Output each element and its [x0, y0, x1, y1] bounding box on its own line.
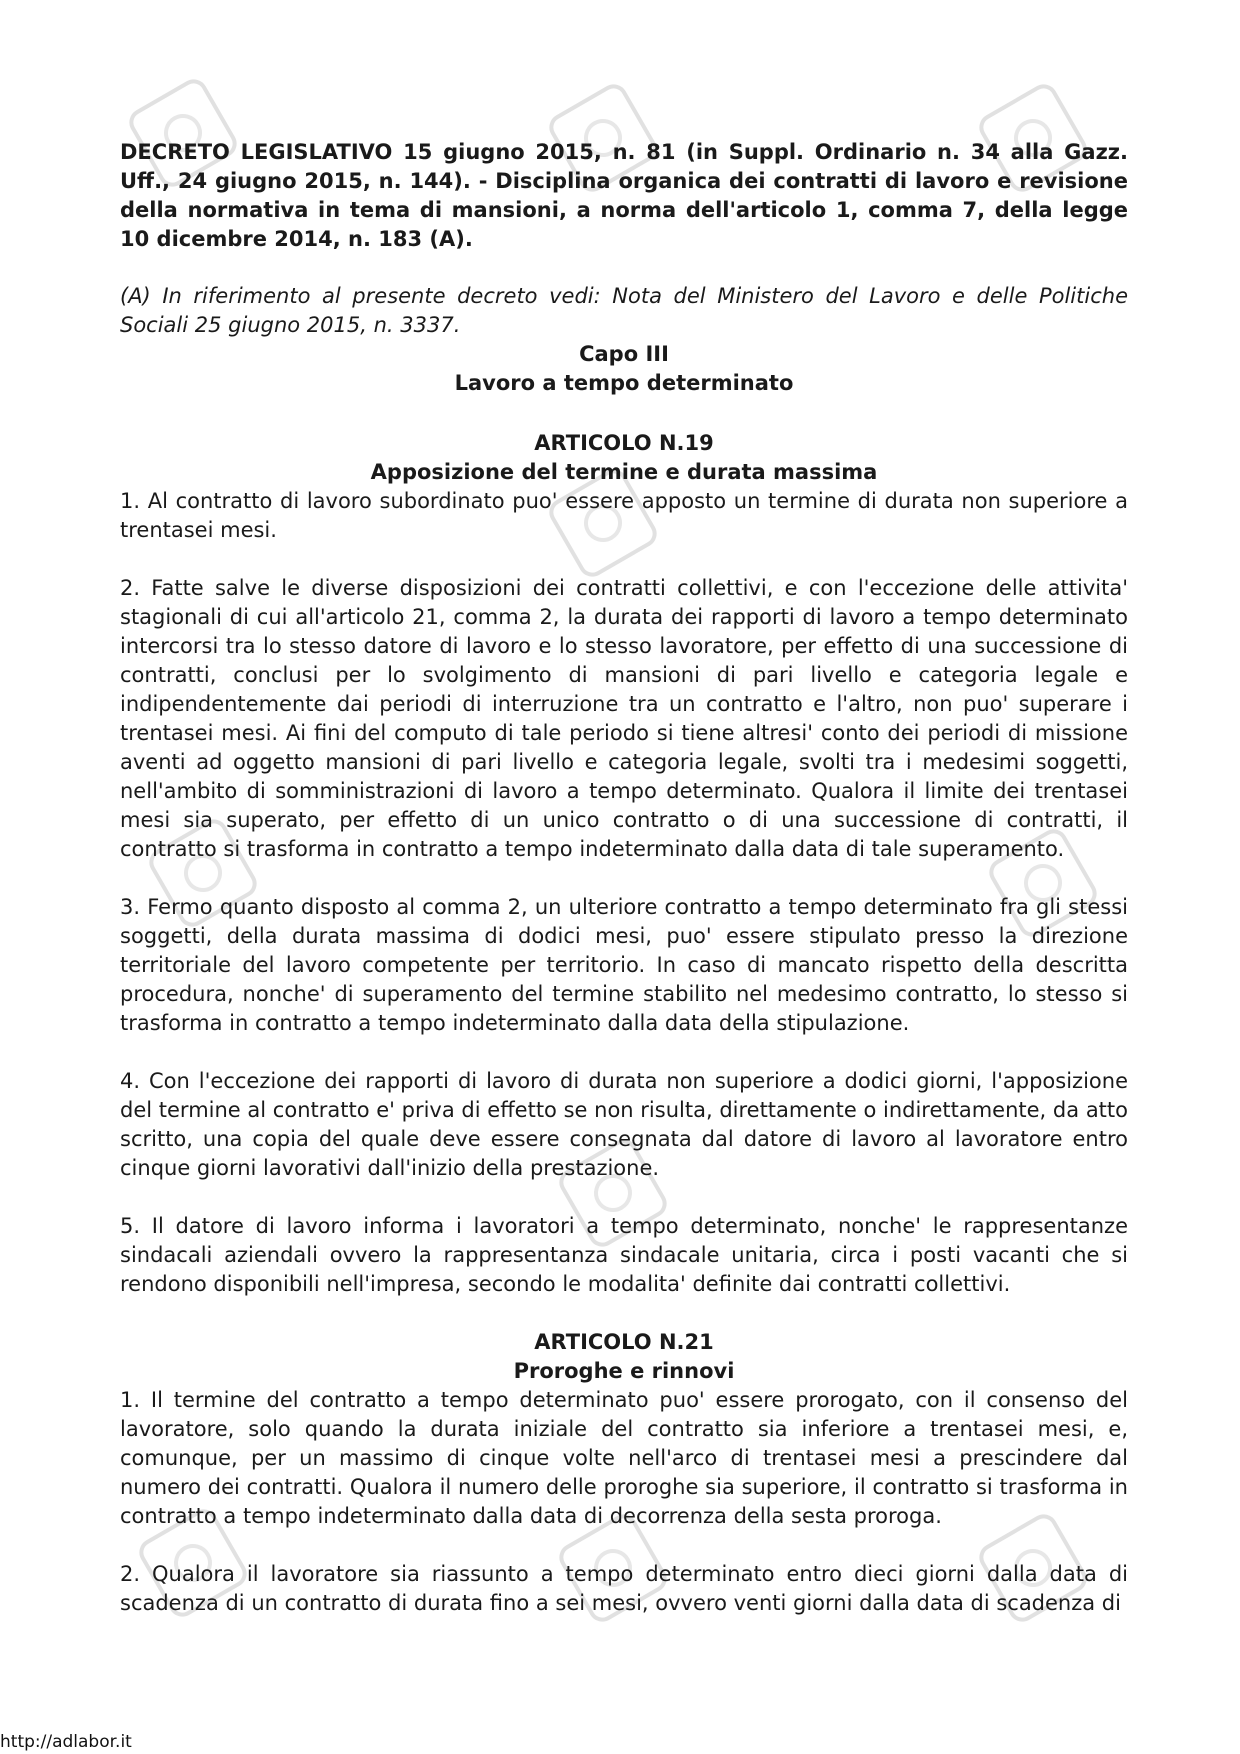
footer-url[interactable]: http://adlabor.it: [0, 1732, 132, 1752]
article-19-paragraph: 1. Al contratto di lavoro subordinato puo' essere apposto un termine di durata non superiore a trentasei mesi.: [120, 489, 1128, 542]
article-21-title: Proroghe e rinnovi: [513, 1359, 735, 1383]
article-19-paragraph: 2. Fatte salve le diverse disposizioni dei contratti collettivi, e con l'eccezione delle attivita' stagionali di cui all'articolo 21, comma 2, la durata dei rapporti di lavoro a tempo determinato intercorsi tra lo stesso datore di lavoro e lo stesso lavoratore, per effetto di una successione di contratti, conclusi per lo svolgimento di mansioni di pari livello e categoria legale e indipendentemente dai periodi di interruzione tra un contratto e l'altro, non puo' superare i trentasei mesi. Ai fini del computo di tale periodo si tiene altresi' conto dei periodi di missione aventi ad oggetto mansioni di pari livello e categoria legale, svolti tra i medesimi soggetti, nell'ambito di somministrazioni di lavoro a tempo determinato. Qualora il limite dei trentasei mesi sia superato, per effetto di un unico contratto o di una successione di contratti, il contratto si trasforma in contratto a tempo indeterminato dalla data di tale superamento.: [120, 576, 1128, 861]
article-19-title: Apposizione del termine e durata massima: [370, 460, 878, 484]
document-page: [120, 138, 1128, 1618]
capo-title: Lavoro a tempo determinato: [454, 371, 794, 395]
article-19-paragraph: 3. Fermo quanto disposto al comma 2, un ulteriore contratto a tempo determinato fra gli stessi soggetti, della durata massima di dodici mesi, puo' essere stipulato presso la direzione territoriale del lavoro competente per territorio. In caso di mancato rispetto della descritta procedura, nonche' di superamento del termine stabilito nel medesimo contratto, lo stesso si trasforma in contratto a tempo indeterminato dalla data della stipulazione.: [120, 895, 1128, 1035]
article-19-paragraph: 4. Con l'eccezione dei rapporti di lavoro di durata non superiore a dodici giorni, l'apposizione del termine al contratto e' priva di effetto se non risulta, direttamente o indirettamente, da atto scritto, una copia del quale deve essere consegnata dal datore di lavoro al lavoratore entro cinque giorni lavorativi dall'inizio della prestazione.: [120, 1069, 1128, 1180]
reference-note: (A) In riferimento al presente decreto vedi: Nota del Ministero del Lavoro e delle Politiche Sociali 25 giugno 2015, n. 3337.: [120, 284, 1128, 337]
decree-header: DECRETO LEGISLATIVO 15 giugno 2015, n. 81 (in Suppl. Ordinario n. 34 alla Gazz. Uff., 24 giugno 2015, n. 144). - Disciplina organica dei contratti di lavoro e revisione della normativa in tema di mansioni, a norma dell'articolo 1, comma 7, della legge 10 dicembre 2014, n. 183 (A).: [120, 140, 1128, 251]
article-19-paragraph: 5. Il datore di lavoro informa i lavoratori a tempo determinato, nonche' le rappresentanze sindacali aziendali ovvero la rappresentanza sindacale unitaria, circa i posti vacanti che si rendono disponibili nell'impresa, secondo le modalita' definite dai contratti collettivi.: [120, 1214, 1128, 1296]
capo-heading: Capo III: [579, 342, 669, 366]
article-21-paragraph: 2. Qualora il lavoratore sia riassunto a tempo determinato entro dieci giorni dalla data di scadenza di un contratto di durata fino a sei mesi, ovvero venti giorni dalla data di scadenza di: [120, 1562, 1128, 1615]
article-21-heading: ARTICOLO N.21: [534, 1330, 714, 1354]
article-21-paragraph: 1. Il termine del contratto a tempo determinato puo' essere prorogato, con il consenso del lavoratore, solo quando la durata iniziale del contratto sia inferiore a trentasei mesi, e, comunque, per un massimo di cinque volte nell'arco di trentasei mesi a prescindere dal numero dei contratti. Qualora il numero delle proroghe sia superiore, il contratto si trasforma in contratto a tempo indeterminato dalla data di decorrenza della sesta proroga.: [120, 1388, 1128, 1528]
article-19-heading: ARTICOLO N.19: [534, 431, 714, 455]
